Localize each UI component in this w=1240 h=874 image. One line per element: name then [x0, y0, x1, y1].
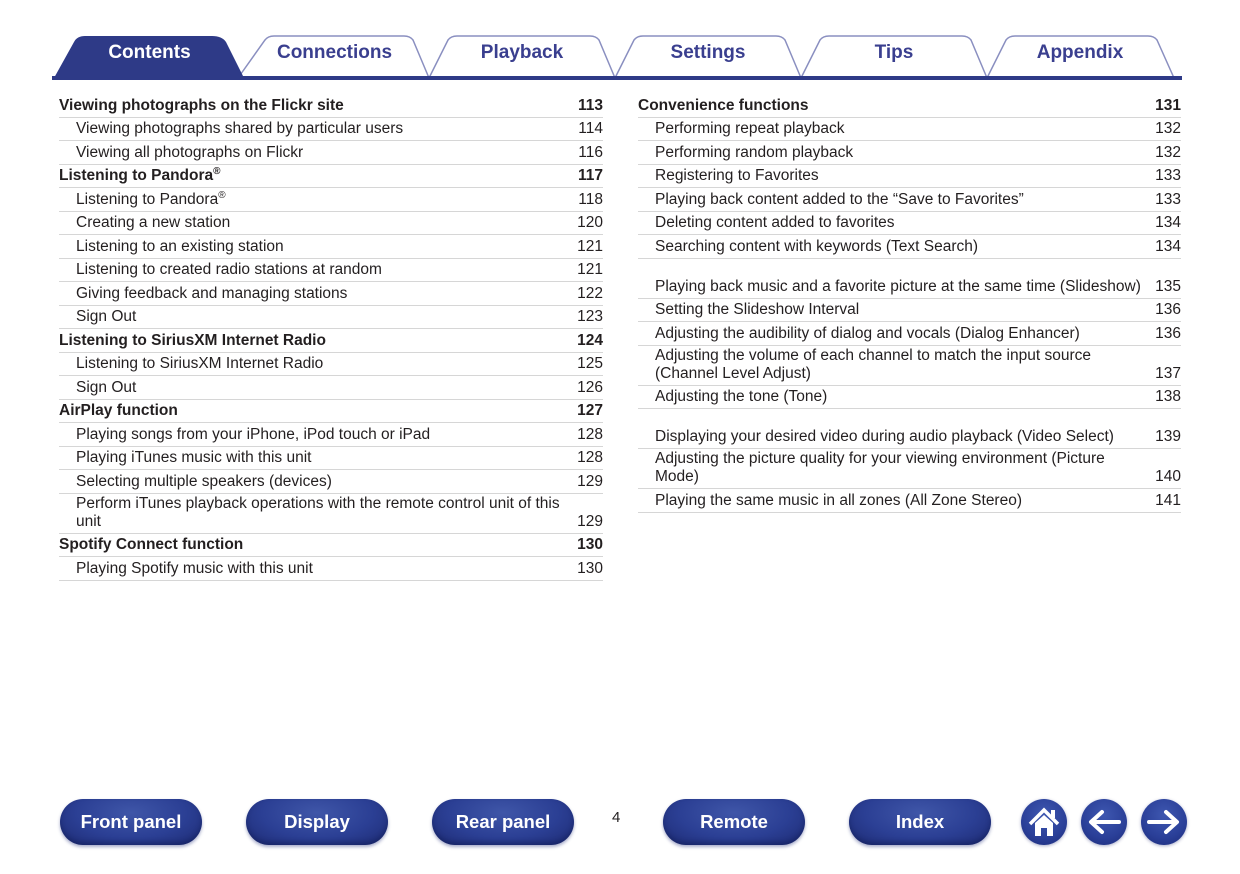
toc-entry-title — [59, 120, 578, 138]
toc-page-number: 129 — [577, 472, 603, 490]
toc-entry[interactable] — [638, 188, 1181, 212]
toc-entry-title — [59, 560, 577, 578]
back-button[interactable] — [1081, 799, 1127, 845]
toc-entry-title — [638, 144, 1155, 162]
arrow-left-icon — [1081, 799, 1127, 845]
page-number: 4 — [612, 809, 621, 826]
toc-page-number: 118 — [578, 190, 603, 208]
toc-entry-title — [59, 238, 577, 256]
toc-entry-title — [638, 492, 1155, 510]
toc-page-number: 121 — [577, 237, 603, 255]
toc-page-number: 138 — [1155, 388, 1181, 405]
toc-entry-title-text: Selecting multiple speakers (devices) — [76, 472, 332, 490]
toc-entry-title-text: Perform iTunes playback operations with the remote control unit of this unit — [76, 494, 560, 530]
toc-entry[interactable] — [59, 235, 603, 259]
toc-entry[interactable] — [59, 376, 603, 400]
toc-entry-title — [638, 347, 1155, 383]
forward-button[interactable] — [1141, 799, 1187, 845]
toc-entry-title-text: Sign Out — [76, 378, 137, 396]
toc-section-heading[interactable] — [59, 165, 603, 189]
toc-page-number: 134 — [1155, 214, 1181, 231]
toc-entry-title-text: Giving feedback and managing stations — [76, 284, 348, 302]
toc-entry[interactable] — [59, 557, 603, 581]
toc-entry[interactable] — [59, 353, 603, 377]
toc-entry-title — [59, 191, 578, 209]
toc-page-number: 122 — [577, 284, 603, 302]
toc-entry[interactable] — [59, 141, 603, 165]
display-button[interactable]: Display — [246, 799, 388, 845]
toc-entry-title — [638, 120, 1155, 138]
toc-entry-title — [59, 473, 577, 491]
toc-entry-title-text: Playing back content added to the “Save to Favorites” — [655, 190, 1024, 208]
toc-left-column — [59, 94, 603, 581]
toc-entry-title-text: Adjusting the audibility of dialog and vocals (Dialog Enhancer) — [655, 324, 1080, 342]
toc-entry[interactable] — [59, 118, 603, 142]
toc-entry-title-text: Registering to Favorites — [655, 167, 819, 184]
toc-entry-title-text: Listening to SiriusXM Internet Radio — [59, 331, 326, 349]
toc-entry[interactable] — [638, 118, 1181, 142]
toc-entry-title — [59, 97, 578, 115]
toc-entry-title-text: Adjusting the volume of each channel to match the input source (Channel Level Adjust) — [655, 346, 1091, 382]
toc-entry-title — [59, 308, 577, 326]
toc-entry-title-text: Creating a new station — [76, 214, 231, 231]
home-icon — [1021, 799, 1067, 845]
toc-entry[interactable] — [638, 212, 1181, 236]
toc-right-column — [638, 94, 1181, 513]
tab-playback[interactable]: Playback — [480, 42, 564, 63]
tab-appendix[interactable]: Appendix — [1036, 42, 1124, 63]
toc-entry-title-text: Playing the same music in all zones (All Zone Stereo) — [655, 491, 1022, 509]
toc-entry-title-text: Viewing photographs on the Flickr site — [59, 96, 344, 114]
toc-entry-title — [638, 214, 1155, 232]
toc-entry[interactable] — [638, 259, 1181, 299]
toc-page-number: 117 — [577, 167, 603, 184]
toc-entry-title-text: Listening to created radio stations at random — [76, 261, 382, 278]
toc-entry-title-text: AirPlay function — [59, 402, 178, 419]
toc-entry-title — [59, 214, 577, 232]
toc-page-number: 135 — [1155, 277, 1181, 295]
toc-entry[interactable] — [638, 346, 1181, 386]
tab-baseline — [52, 76, 1182, 80]
toc-entry-title-text: Performing random playback — [655, 143, 854, 161]
toc-page-number: 120 — [577, 214, 603, 231]
toc-entry-title — [59, 332, 577, 350]
toc-entry-title-text: Viewing all photographs on Flickr — [76, 143, 304, 161]
toc-section-heading[interactable] — [59, 94, 603, 118]
toc-entry-title-text: Adjusting the picture quality for your viewing environment (Picture Mode) — [655, 450, 1105, 485]
toc-entry[interactable] — [59, 494, 603, 534]
toc-entry-title — [59, 495, 577, 531]
toc-entry-title-text: Playing Spotify music with this unit — [76, 559, 313, 577]
toc-entry[interactable] — [59, 447, 603, 471]
toc-entry-title — [59, 402, 577, 420]
registered-mark: ® — [218, 189, 226, 201]
toc-page-number: 124 — [577, 331, 603, 349]
toc-entry-title-text: Deleting content added to favorites — [655, 214, 895, 231]
toc-entry[interactable] — [638, 165, 1181, 189]
toc-entry-title — [59, 261, 577, 279]
registered-mark: ® — [213, 166, 221, 177]
toc-entry-title — [638, 167, 1155, 185]
toc-entry-title — [59, 426, 577, 444]
toc-page-number: 113 — [577, 96, 603, 114]
toc-entry[interactable] — [59, 423, 603, 447]
toc-entry[interactable] — [59, 212, 603, 236]
toc-section-heading[interactable] — [59, 329, 603, 353]
toc-entry-title — [638, 97, 1155, 115]
toc-entry-title — [638, 301, 1155, 319]
toc-page-number: 121 — [577, 261, 603, 278]
toc-entry-title-text: Viewing photographs shared by particular users — [76, 120, 404, 137]
toc-page-number: 128 — [577, 425, 603, 443]
toc-page-number: 125 — [577, 355, 603, 372]
toc-entry[interactable] — [638, 141, 1181, 165]
toc-entry-title-text: Listening to Pandora — [76, 190, 219, 208]
toc-entry-title-text: Sign Out — [76, 308, 137, 325]
toc-page-number: 128 — [577, 449, 603, 466]
toc-entry-title-text: Listening to SiriusXM Internet Radio — [76, 355, 324, 372]
toc-entry-title — [638, 428, 1155, 446]
toc-entry-title-text: Listening to Pandora — [59, 167, 214, 184]
toc-entry-title-text: Playing songs from your iPhone, iPod touch or iPad — [76, 425, 431, 443]
toc-entry-title — [638, 388, 1155, 406]
toc-page-number: 132 — [1155, 120, 1181, 137]
toc-page-number: 141 — [1155, 491, 1181, 509]
toc-entry-title — [59, 449, 577, 467]
toc-page-number: 114 — [578, 120, 603, 137]
toc-section-heading[interactable] — [638, 94, 1181, 118]
tab-bar — [52, 34, 1182, 82]
toc-entry-title — [59, 536, 577, 554]
index-button[interactable]: Index — [849, 799, 991, 845]
toc-page-number: 127 — [577, 402, 603, 419]
toc-entry[interactable] — [638, 299, 1181, 323]
toc-entry-title-text: Convenience functions — [638, 96, 809, 114]
tab-contents[interactable]: Contents — [108, 42, 191, 63]
toc-page-number: 131 — [1155, 96, 1181, 114]
toc-entry-title-text: Adjusting the tone (Tone) — [655, 388, 828, 405]
toc-entry-title — [638, 450, 1155, 486]
toc-entry-title-text: Searching content with keywords (Text Search) — [655, 237, 979, 255]
toc-entry-title — [638, 325, 1155, 343]
toc-entry-title — [59, 167, 578, 185]
toc-entry[interactable] — [638, 235, 1181, 259]
toc-page-number: 136 — [1155, 324, 1181, 342]
toc-page-number: 126 — [577, 378, 603, 396]
toc-entry[interactable] — [638, 409, 1181, 449]
toc-page-number: 130 — [577, 536, 603, 553]
toc-page-number: 140 — [1155, 468, 1181, 485]
toc-entry[interactable] — [59, 306, 603, 330]
toc-page-number: 136 — [1155, 301, 1181, 318]
toc-page-number: 123 — [577, 308, 603, 325]
toc-entry-title-text: Listening to an existing station — [76, 237, 284, 255]
tab-settings[interactable]: Settings — [670, 42, 746, 63]
toc-entry[interactable] — [638, 449, 1181, 489]
toc-section-heading[interactable] — [59, 400, 603, 424]
toc-entry-title-text: Playing iTunes music with this unit — [76, 449, 312, 466]
toc-page-number: 132 — [1155, 143, 1181, 161]
toc-section-heading[interactable] — [59, 534, 603, 558]
toc-page-number: 133 — [1155, 167, 1181, 184]
toc-entry[interactable] — [59, 259, 603, 283]
toc-page-number: 134 — [1155, 237, 1181, 255]
rear-panel-button[interactable]: Rear panel — [432, 799, 574, 845]
toc-page-number: 139 — [1155, 428, 1181, 445]
front-panel-button[interactable]: Front panel — [60, 799, 202, 845]
toc-entry[interactable] — [638, 489, 1181, 513]
home-button[interactable] — [1021, 799, 1067, 845]
toc-entry[interactable] — [638, 322, 1181, 346]
toc-page-number: 130 — [577, 559, 603, 577]
toc-entry-title-text: Spotify Connect function — [59, 536, 244, 553]
toc-entry-title-text: Playing back music and a favorite picture at the same time (Slideshow) — [655, 277, 1141, 295]
toc-entry-title — [59, 285, 577, 303]
toc-entry-title — [638, 191, 1155, 209]
toc-entry-title — [59, 355, 577, 373]
remote-button[interactable]: Remote — [663, 799, 805, 845]
toc-entry-title-text: Performing repeat playback — [655, 120, 845, 137]
toc-entry-title — [638, 278, 1155, 296]
toc-entry-title — [638, 238, 1155, 256]
toc-entry-title-text: Setting the Slideshow Interval — [655, 301, 860, 318]
toc-page-number: 116 — [578, 143, 603, 161]
tab-tips[interactable]: Tips — [874, 42, 914, 63]
toc-entry-title-text: Displaying your desired video during audio playback (Video Select) — [655, 428, 1114, 445]
toc-entry-title — [59, 379, 577, 397]
toc-entry[interactable] — [59, 470, 603, 494]
arrow-right-icon — [1141, 799, 1187, 845]
toc-entry[interactable] — [59, 282, 603, 306]
toc-entry-title — [59, 144, 578, 162]
toc-page-number: 129 — [577, 512, 603, 530]
tab-connections[interactable]: Connections — [276, 42, 393, 63]
toc-entry[interactable] — [638, 386, 1181, 410]
toc-page-number: 133 — [1155, 190, 1181, 208]
toc-entry[interactable] — [59, 188, 603, 212]
toc-page-number: 137 — [1155, 364, 1181, 382]
